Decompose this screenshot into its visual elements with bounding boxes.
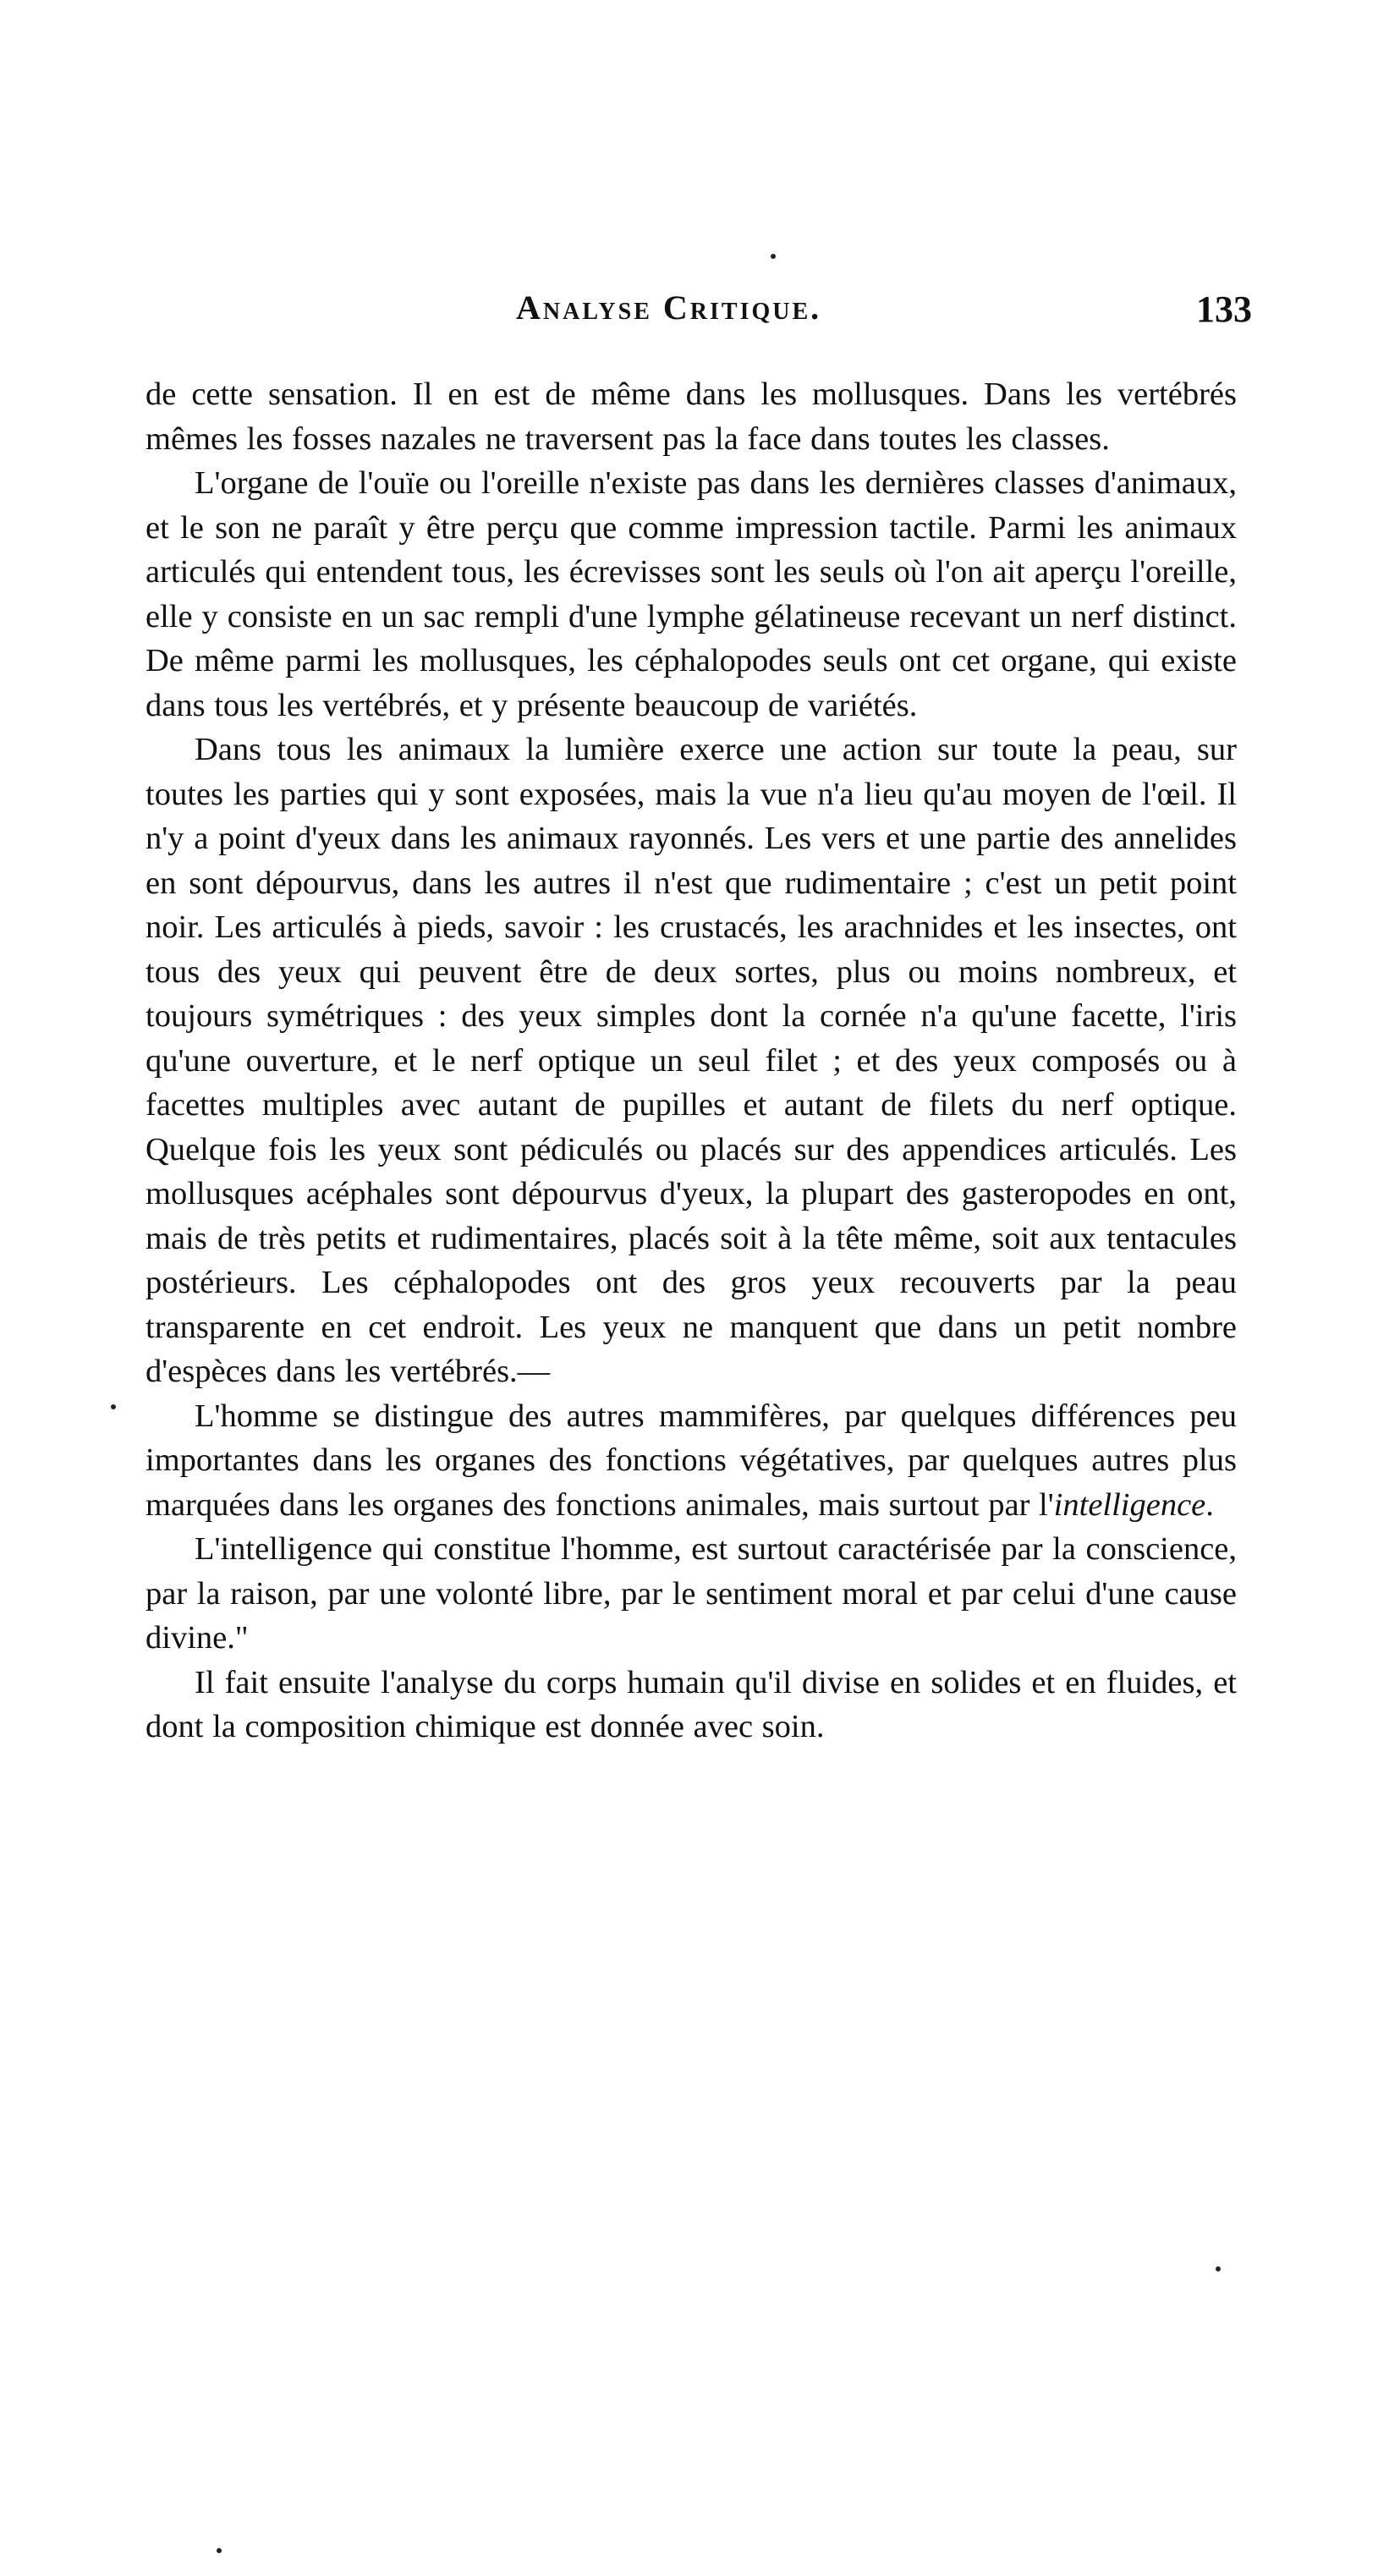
paragraph: Dans tous les animaux la lumière exerce une action sur toute la peau, sur toutes les parties qui y sont exposées, mais la vue n'a lieu qu'au moyen de l'œil. Il n'y a point d'yeux dans les animaux rayonnés. Les vers et une partie des annelides en sont dépourvus, dans les autres il n'est que rudimentaire ; c'est un petit point noir. Les articulés à pieds, savoir : les crustacés, les arachnides et les insectes, ont tous des yeux qui peuvent être de deux sortes, plus ou moins nombreux, et toujours symétriques : des yeux simples dont la cornée n'a qu'une facette, l'iris qu'une ouverture, et le nerf optique un seul filet ; et des yeux composés ou à facettes multiples avec autant de pupilles et autant de filets du nerf optique. Quelque fois les yeux sont pédiculés ou placés sur des appendices articulés. Les mollusques acéphales sont dépourvus d'yeux, la plupart des gasteropodes en ont, mais de très petits et rudimentaires, placés soit à la tête même, soit aux tentacules postérieurs. Les céphalopodes ont des gros yeux recouverts par la peau transparente en cet endroit. Les yeux ne manquent que dans un petit nombre d'espèces dans les vertébrés.— xyxy=(145,732,1237,1389)
emphasized-term: intelligence xyxy=(1053,1486,1206,1523)
ink-speck xyxy=(217,2548,222,2553)
page-number: 133 xyxy=(1196,288,1252,330)
paragraph xyxy=(145,1394,1237,1528)
paragraph-text: L'homme se distingue des autres mammifères, par quelques différences peu importantes dans les organes des fonctions végétatives, par quelques autres plus marquées dans les organes des fonctions animales, mais surtout par l' xyxy=(145,1398,1237,1523)
body-text xyxy=(145,372,1237,1749)
paragraph-text: . xyxy=(1205,1486,1214,1523)
running-head xyxy=(144,288,1252,338)
ink-speck xyxy=(1216,2266,1221,2271)
paragraph: de cette sensation. Il en est de même dans les mollusques. Dans les vertébrés mêmes les fosses nazales ne traversent pas la face dans toutes les classes. xyxy=(145,376,1237,457)
running-title: Analyse Critique. xyxy=(516,288,822,327)
paragraph: L'intelligence qui constitue l'homme, est surtout caractérisée par la conscience, par la raison, par une volonté libre, par le sentiment moral et par celui d'une cause divine." xyxy=(145,1531,1237,1656)
paragraph: Il fait ensuite l'analyse du corps humain qu'il divise en solides et en fluides, et dont la composition chimique est donnée avec soin. xyxy=(145,1664,1237,1744)
ink-speck xyxy=(771,254,776,259)
ink-speck xyxy=(111,1404,116,1409)
paragraph: L'organe de l'ouïe ou l'oreille n'existe pas dans les dernières classes d'animaux, et le son ne paraît y être perçu que comme impression tactile. Parmi les animaux articulés qui entendent tous, les écrevisses sont les seuls où l'on ait aperçu l'oreille, elle y consiste en un sac rempli d'une lymphe gélatineuse recevant un nerf distinct. De même parmi les mollusques, les céphalopodes seuls ont cet organe, qui existe dans tous les vertébrés, et y présente beaucoup de variétés. xyxy=(145,465,1237,723)
